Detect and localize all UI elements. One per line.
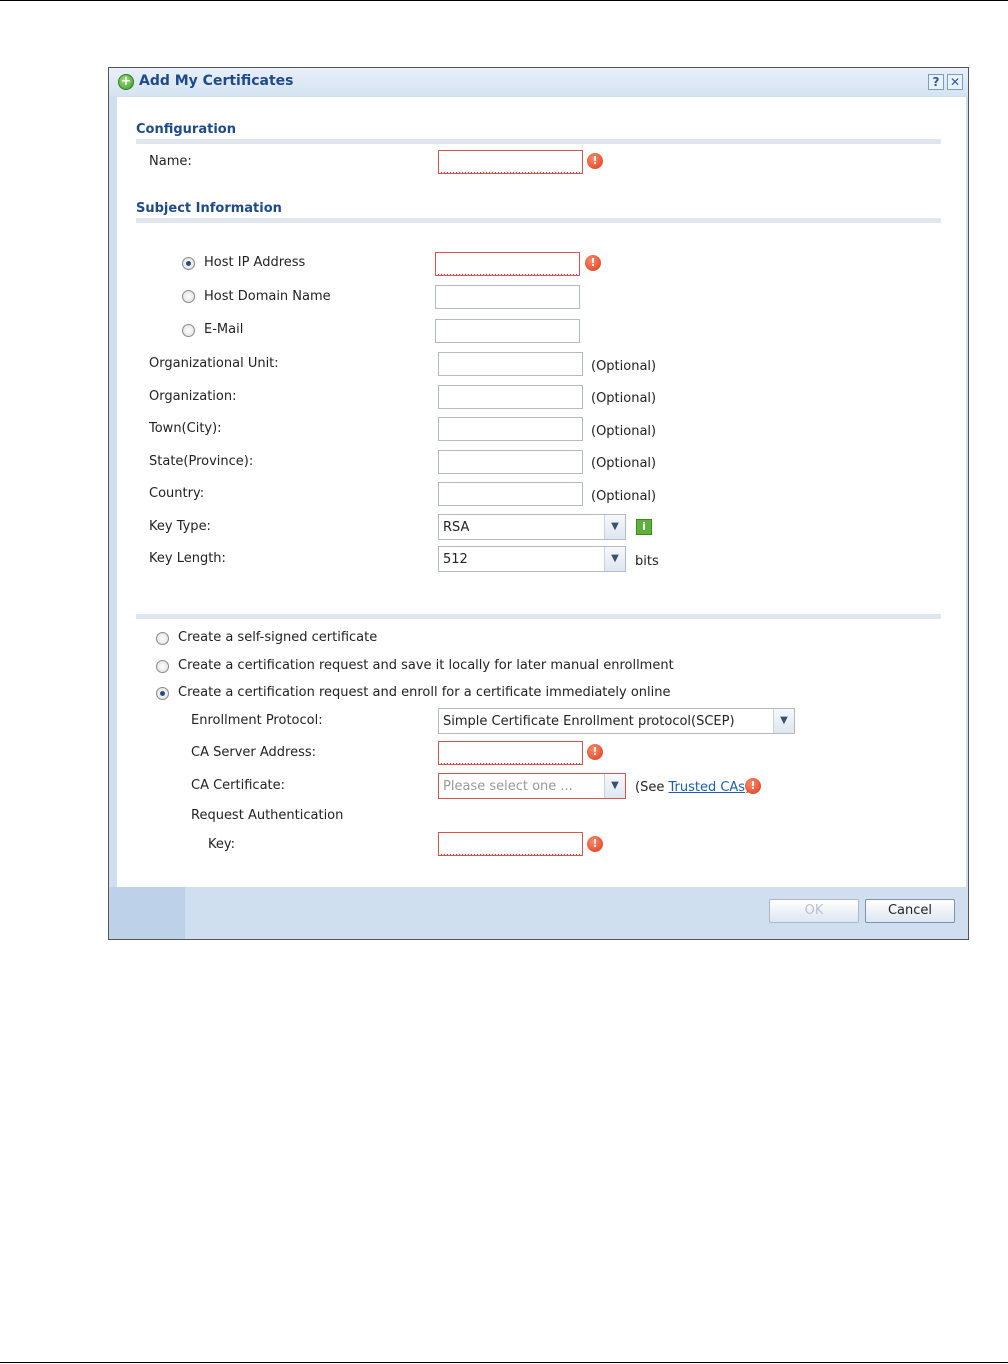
trusted-cas-hint — [635, 780, 750, 795]
chevron-down-icon: ▼ — [604, 547, 625, 571]
ca-server-input[interactable] — [438, 741, 583, 765]
host-ip-radio[interactable] — [182, 257, 195, 270]
self-signed-radio[interactable] — [156, 632, 169, 645]
trusted-cas-link[interactable]: Trusted CAs — [668, 780, 746, 795]
key-length-value: 512 — [443, 552, 468, 567]
enroll-online-label: Create a certification request and enroll for a certificate immediately online — [178, 685, 671, 700]
dialog-title: Add My Certificates — [139, 73, 294, 89]
org-unit-label: Organizational Unit: — [149, 356, 279, 371]
self-signed-label: Create a self-signed certificate — [178, 630, 378, 645]
ca-server-error-icon: ! — [587, 744, 603, 760]
name-error-icon: ! — [587, 153, 603, 169]
host-ip-label: Host IP Address — [204, 255, 306, 270]
cancel-button[interactable]: Cancel — [865, 899, 955, 923]
ok-button[interactable]: OK — [769, 899, 859, 923]
organization-optional: (Optional) — [591, 391, 657, 406]
options-divider — [136, 614, 941, 619]
help-button[interactable]: ? — [928, 74, 944, 90]
key-type-label: Key Type: — [149, 519, 211, 534]
town-optional: (Optional) — [591, 424, 657, 439]
request-auth-label: Request Authentication — [191, 808, 344, 823]
footer-shade — [109, 887, 185, 939]
org-unit-input[interactable] — [438, 352, 583, 376]
dialog-titlebar — [109, 68, 968, 96]
email-input[interactable] — [435, 319, 580, 343]
state-optional: (Optional) — [591, 456, 657, 471]
host-ip-input[interactable] — [435, 252, 580, 276]
host-domain-input[interactable] — [435, 285, 580, 309]
ca-certificate-label: CA Certificate: — [191, 778, 286, 793]
organization-input[interactable] — [438, 385, 583, 409]
org-unit-optional: (Optional) — [591, 359, 657, 374]
add-circle-icon: + — [118, 74, 134, 90]
host-domain-radio[interactable] — [182, 290, 195, 303]
dialog-footer — [109, 887, 968, 939]
town-input[interactable] — [438, 417, 583, 441]
organization-label: Organization: — [149, 389, 237, 404]
see-text: (See — [635, 780, 665, 795]
host-domain-label: Host Domain Name — [204, 289, 331, 304]
key-label: Key: — [208, 837, 236, 852]
name-label: Name: — [149, 154, 192, 169]
subject-section-title: Subject Information — [136, 201, 282, 216]
enroll-online-radio[interactable] — [156, 687, 169, 700]
town-label: Town(City): — [149, 421, 222, 436]
country-optional: (Optional) — [591, 489, 657, 504]
email-radio[interactable] — [182, 324, 195, 337]
page-bottom-rule — [0, 1362, 1008, 1363]
bits-label: bits — [635, 554, 659, 569]
add-my-certificates-dialog — [108, 67, 969, 940]
country-label: Country: — [149, 486, 205, 501]
enrollment-protocol-select[interactable] — [438, 708, 795, 734]
enrollment-protocol-label: Enrollment Protocol: — [191, 713, 323, 728]
email-label: E-Mail — [204, 322, 244, 337]
close-button[interactable]: ✕ — [947, 74, 963, 90]
info-icon[interactable]: i — [636, 519, 652, 535]
key-error-icon: ! — [587, 836, 603, 852]
subject-divider — [136, 218, 941, 223]
configuration-section-title: Configuration — [136, 122, 236, 137]
save-locally-radio[interactable] — [156, 660, 169, 673]
chevron-down-icon: ▼ — [604, 515, 625, 539]
key-type-value: RSA — [443, 520, 470, 535]
state-label: State(Province): — [149, 454, 254, 469]
chevron-down-icon: ▼ — [604, 774, 625, 798]
key-input[interactable] — [438, 832, 583, 856]
key-type-select[interactable] — [438, 514, 626, 540]
enrollment-protocol-value: Simple Certificate Enrollment protocol(SCEP) — [443, 714, 735, 729]
host-ip-error-icon: ! — [585, 255, 601, 271]
save-locally-label: Create a certification request and save it locally for later manual enrollment — [178, 658, 674, 673]
chevron-down-icon: ▼ — [773, 709, 794, 733]
configuration-divider — [136, 139, 941, 144]
ca-certificate-placeholder: Please select one ... — [443, 779, 573, 794]
name-input[interactable] — [438, 150, 583, 174]
dialog-body — [117, 97, 966, 887]
ca-certificate-select[interactable] — [438, 773, 626, 799]
key-length-label: Key Length: — [149, 551, 226, 566]
page-top-rule — [0, 0, 1008, 1]
ca-server-label: CA Server Address: — [191, 745, 317, 760]
country-input[interactable] — [438, 482, 583, 506]
key-length-select[interactable] — [438, 546, 626, 572]
ca-certificate-error-icon: ! — [745, 778, 761, 794]
state-input[interactable] — [438, 450, 583, 474]
